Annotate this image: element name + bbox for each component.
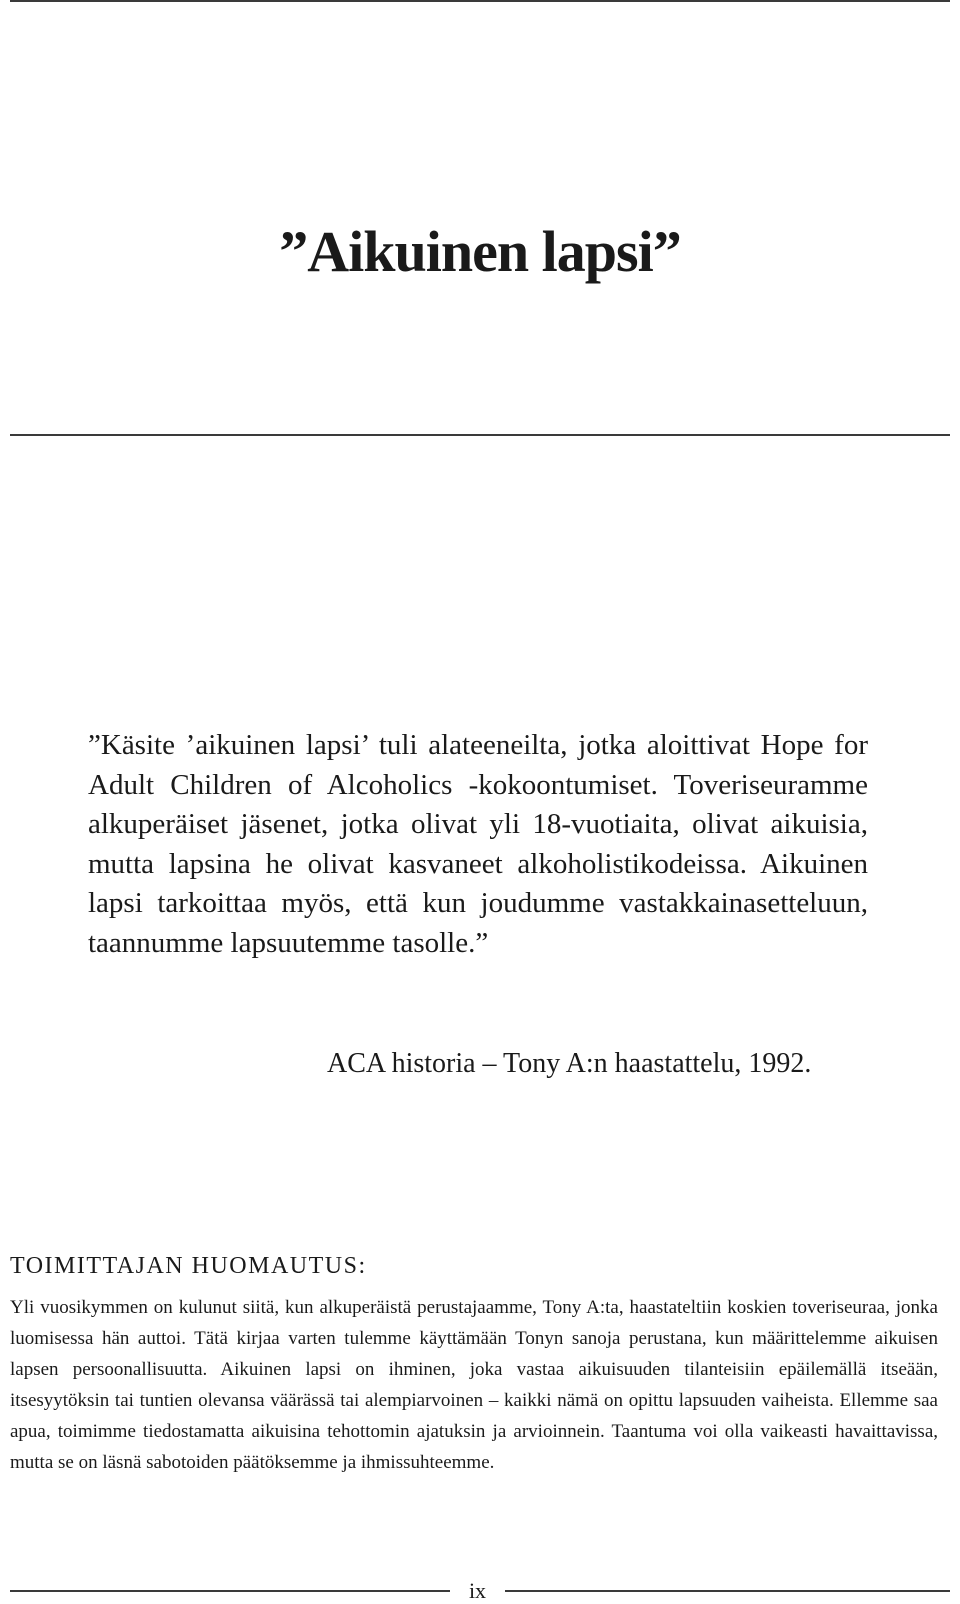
page-title: ”Aikuinen lapsi”	[279, 219, 681, 284]
epigraph-quote: ”Käsite ’aikuinen lapsi’ tuli alateeneilta, jotka aloittivat Hope for Adult Children of Alcoholics -kokoontumiset. Toveriseuramme alkuperäiset jäsenet, jotka olivat yli 18-vuotiaita, olivat aikuisia, mutta lapsina he olivat kasvaneet alkoholistikodeissa. Aikuinen lapsi tarkoittaa myös, että kun joudumme vastakkainasetteluun, taannumme lapsuutemme tasolle.”	[88, 729, 868, 959]
footer-rule-left	[10, 1590, 450, 1592]
quote-citation: ACA historia – Tony A:n haastattelu, 1992.	[327, 1048, 812, 1079]
footer-rule-right	[505, 1590, 950, 1592]
page-number: ix	[468, 1578, 487, 1603]
title-divider	[10, 434, 950, 436]
editor-note-heading: TOIMITTAJAN HUOMAUTUS:	[10, 1253, 367, 1279]
editor-note-body: Yli vuosikymmen on kulunut siitä, kun alkuperäistä perustajaamme, Tony A:ta, haastateltiin koskien toveriseuraa, jonka luomisessa hän auttoi. Tätä kirjaa varten tulemme käyttämään Tonyn sanoja perustana, kun määrittelemme aikuisen lapsen persoonallisuutta. Aikuinen lapsi on ihminen, joka vastaa aikuisuuden tilanteisiin epäilemällä itseään, itsesyytöksin tai tuntien olevansa väärässä tai alempiarvoinen – kaikki nämä on opittu lapsuuden vaiheista. Ellemme saa apua, toimimme tiedostamatta aikuisina tehottomin ajatuksin ja arvioinnein. Taantuma voi olla vaikeasti havaittavissa, mutta se on läsnä sabotoiden päätöksemme ja ihmissuhteemme.	[10, 1297, 938, 1473]
top-rule	[10, 0, 950, 2]
